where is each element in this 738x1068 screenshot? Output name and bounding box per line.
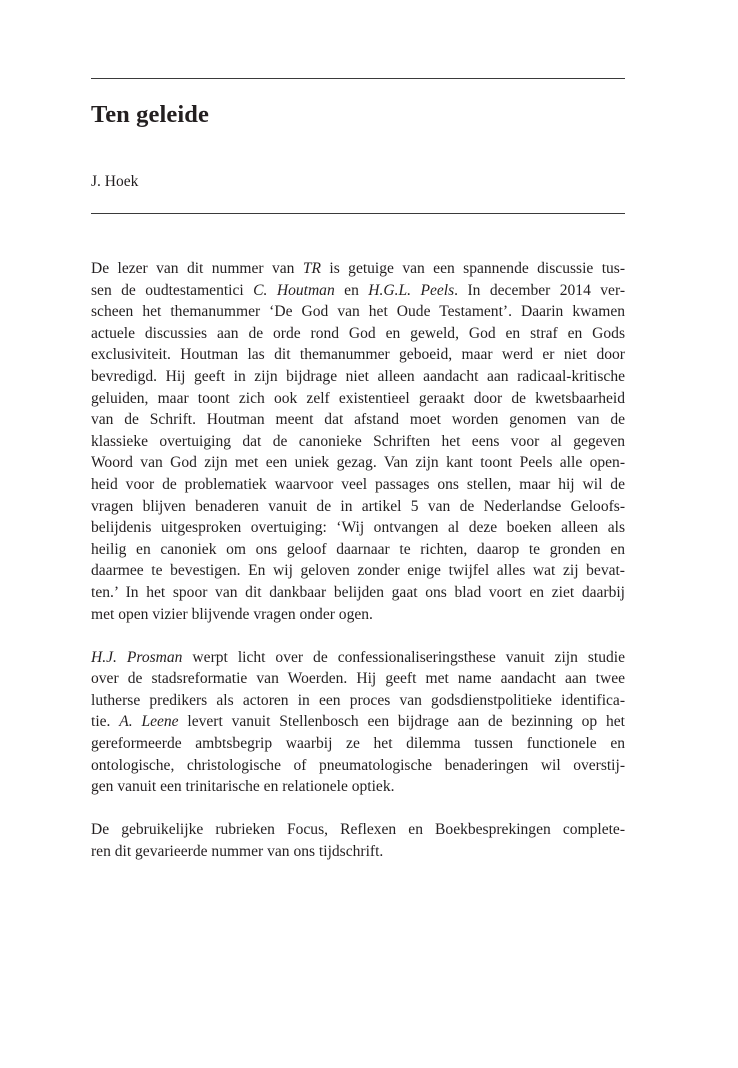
text-segment: actuele discussies aan de orde rond God en geweld, God en straf en Gods: [91, 324, 625, 342]
text-line: [91, 366, 625, 388]
italic-text: TR: [302, 260, 321, 277]
italic-text: C. Houtman: [253, 281, 335, 299]
text-segment: daarmee te bevestigen. En wij geloven zonder enige twijfel alles wat zij bevat-: [91, 562, 625, 580]
text-line: [91, 474, 625, 496]
text-line: [91, 280, 625, 302]
text-line: [91, 755, 625, 777]
text-line: [91, 431, 625, 453]
text-line: [91, 344, 625, 366]
text-segment: gen vanuit een trinitarische en relationele optiek.: [91, 778, 395, 796]
text-line: [91, 604, 625, 626]
text-line: [91, 819, 625, 841]
text-line: [91, 711, 625, 733]
text-segment: sen de oudtestamentici: [91, 281, 254, 299]
text-line: [91, 582, 625, 604]
text-segment: ten.’ In het spoor van dit dankbaar belijden gaat ons blad voort en ziet daarbij: [91, 583, 625, 601]
text-segment: lutherse predikers als actoren in een proces van godsdienstpolitieke identifica-: [91, 691, 625, 709]
author-name: J. Hoek: [91, 173, 139, 190]
text-segment: is getuige van een spannende discussie tus-: [321, 260, 626, 277]
text-segment: over de stadsreformatie van Woerden. Hij geeft met name aandacht aan twee: [91, 670, 625, 688]
text-segment: klassieke overtuiging dat de canonieke Schriften het eens voor al gegeven: [91, 432, 625, 450]
body-text: [91, 258, 625, 884]
text-segment: van de Schrift. Houtman meent dat afstand moet worden genomen van de: [91, 411, 625, 429]
text-line: [91, 733, 625, 755]
text-segment: en: [334, 281, 369, 299]
text-line: [91, 496, 625, 518]
text-segment: geluiden, maar toont zich ook zelf existentieel geraakt door de kwetsbaarheid: [91, 389, 625, 407]
text-line: [91, 301, 625, 323]
text-segment: bevredigd. Hij geeft in zijn bijdrage niet alleen aandacht aan radicaal-kritische: [91, 367, 625, 385]
text-segment: exclusiviteit. Houtman las dit themanummer geboeid, maar werd er niet door: [91, 346, 625, 364]
text-line: [91, 647, 625, 669]
text-segment: De lezer van dit nummer van: [91, 260, 303, 277]
top-rule: [91, 78, 625, 79]
text-segment: belijdenis uitgesproken overtuiging: ‘Wij ontvangen al deze boeken alleen als: [91, 519, 625, 537]
text-segment: heid voor de problematiek waarvoor veel passages ons stellen, maar hij wil de: [91, 475, 625, 493]
text-line: [91, 388, 625, 410]
text-segment: Woord van God zijn met een uniek gezag. Van zijn kant toont Peels alle open-: [91, 454, 625, 472]
text-line: [91, 776, 625, 798]
text-line: [91, 560, 625, 582]
text-segment: heilig en canoniek om ons geloof daarnaar te richten, daarop te gronden en: [91, 540, 625, 558]
text-segment: vragen blijven benaderen vanuit de in artikel 5 van de Nederlandse Geloofs-: [91, 497, 625, 515]
text-segment: De gebruikelijke rubrieken Focus, Reflexen en Boekbesprekingen complete-: [91, 821, 625, 839]
text-segment: tie.: [91, 713, 120, 731]
text-segment: ontologische, christologische of pneumatologische benaderingen wil overstij-: [91, 756, 625, 774]
italic-text: H.G.L. Peels: [368, 281, 455, 299]
text-segment: met open vizier blijvende vragen onder ogen.: [91, 605, 373, 623]
text-line: [91, 668, 625, 690]
text-line: [91, 841, 625, 863]
text-line: [91, 452, 625, 474]
text-line: [91, 258, 625, 280]
text-line: [91, 539, 625, 561]
text-segment: . In december 2014 ver-: [454, 281, 625, 299]
text-segment: scheen het themanummer ‘De God van het Oude Testament’. Daarin kwamen: [91, 303, 625, 321]
text-line: [91, 323, 625, 345]
text-line: [91, 690, 625, 712]
paragraph: [91, 819, 625, 862]
text-segment: werpt licht over de confessionaliseringsthese vanuit zijn studie: [182, 648, 625, 666]
italic-text: H.J. Prosman: [91, 648, 183, 666]
text-segment: ren dit gevarieerde nummer van ons tijdschrift.: [91, 843, 384, 861]
paragraph: [91, 258, 625, 625]
text-segment: gereformeerde ambtsbegrip waarbij ze het dilemma tussen functionele en: [91, 735, 625, 753]
text-line: [91, 409, 625, 431]
italic-text: A. Leene: [119, 713, 179, 731]
text-segment: levert vanuit Stellenbosch een bijdrage aan de bezinning op het: [178, 713, 625, 731]
paragraph: [91, 647, 625, 798]
text-line: [91, 517, 625, 539]
page-title: Ten geleide: [91, 101, 209, 128]
header-divider: [91, 213, 625, 214]
